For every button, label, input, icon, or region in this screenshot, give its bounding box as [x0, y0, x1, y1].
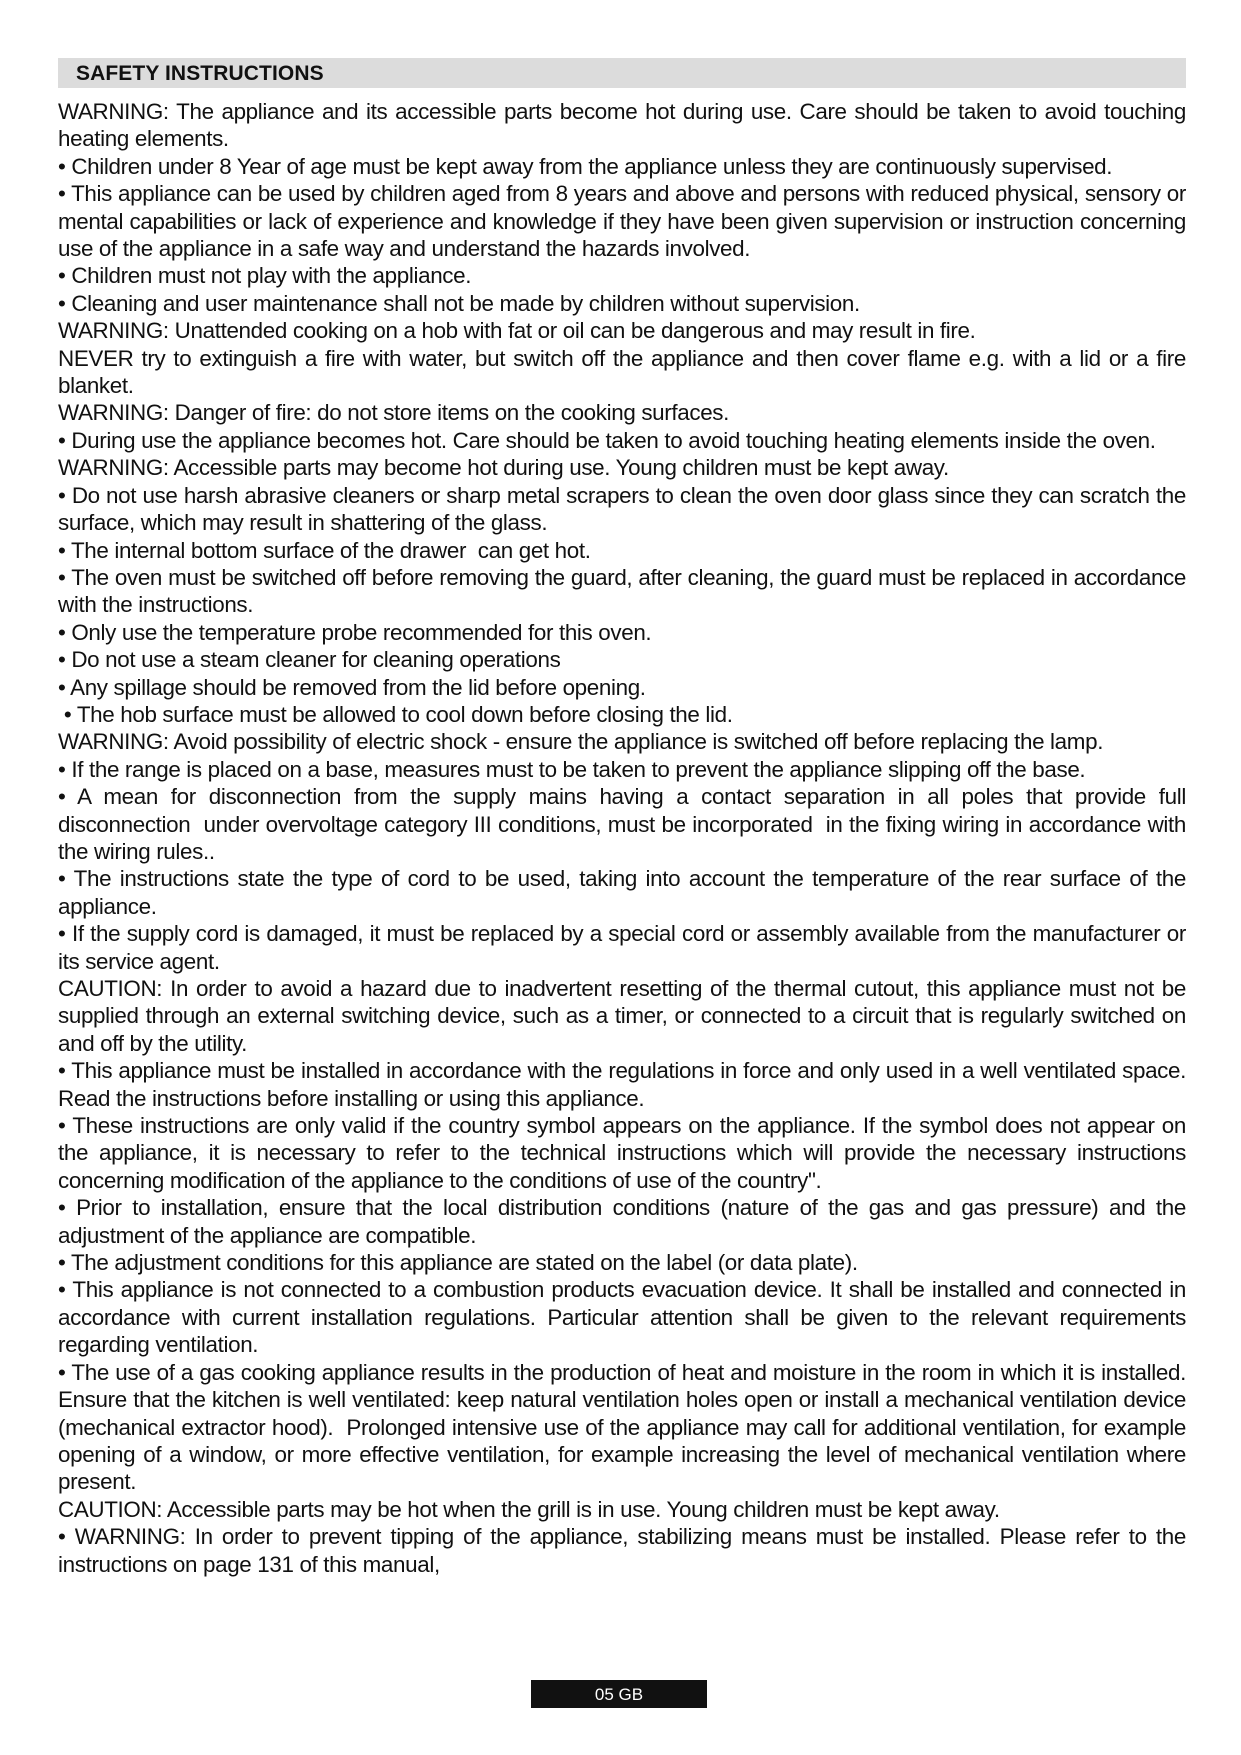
paragraph: • Prior to installation, ensure that the local distribution conditions (nature of the gas and gas pressure) and the adjustment of the appliance are compatible. — [58, 1195, 1192, 1248]
section-title: SAFETY INSTRUCTIONS — [76, 62, 324, 85]
paragraph: • The instructions state the type of cord to be used, taking into account the temperature of the rear surface of the appliance. — [58, 866, 1192, 919]
paragraph: • Children must not play with the appliance. — [58, 263, 472, 289]
paragraph: WARNING: The appliance and its accessible parts become hot during use. Care should be taken to avoid touching heating elements. — [58, 99, 1192, 152]
paragraph: CAUTION: In order to avoid a hazard due to inadvertent resetting of the thermal cutout, this appliance must not be supplied through an external switching device, such as a timer, or connected to a circuit that is regularly switched on and off by the utility. — [58, 976, 1192, 1056]
paragraph: • A mean for disconnection from the supply mains having a contact separation in all poles that provide full disconnection under overvoltage category III conditions, must be incorporated in the fixing wiring in accordance with the wiring rules.. — [58, 784, 1192, 864]
page-number-badge — [531, 1680, 707, 1708]
paragraph: WARNING: Danger of fire: do not store items on the cooking surfaces. — [58, 400, 730, 426]
paragraph: WARNING: Avoid possibility of electric shock - ensure the appliance is switched off before replacing the lamp. — [58, 729, 1104, 755]
page-number: 05 GB — [594, 1685, 644, 1704]
paragraph: • Do not use a steam cleaner for cleaning operations — [58, 647, 561, 673]
paragraph: NEVER try to extinguish a fire with water, but switch off the appliance and then cover flame e.g. with a lid or a fire blanket. — [58, 345, 1192, 399]
paragraph: • Children under 8 Year of age must be kept away from the appliance unless they are continuously supervised. — [58, 153, 1113, 179]
paragraph: • This appliance is not connected to a combustion products evacuation device. It shall be installed and connected in accordance with current installation regulations. Particular attention shall be given to the relevant requirements regarding ventilation. — [58, 1277, 1192, 1358]
paragraph: • This appliance can be used by children aged from 8 years and above and persons with reduced physical, sensory or mental capabilities or lack of experience and knowledge if they have been given supervision or instruction concerning use of the appliance in a safe way and understand the hazards involved. — [58, 181, 1192, 262]
paragraph: • WARNING: In order to prevent tipping of the appliance, stabilizing means must be installed. Please refer to the instructions on page 131 of this manual, — [58, 1524, 1192, 1577]
paragraph: • These instructions are only valid if the country symbol appears on the appliance. If the symbol does not appear on the appliance, it is necessary to refer to the technical instructions which will provide the necessary instructions concerning modification of the appliance to the conditions of use of the country". — [58, 1113, 1192, 1193]
paragraph: WARNING: Accessible parts may become hot during use. Young children must be kept away. — [58, 455, 949, 481]
paragraph: • Cleaning and user maintenance shall not be made by children without supervision. — [58, 290, 860, 316]
paragraph: • This appliance must be installed in accordance with the regulations in force and only used in a well ventilated space. Read the instructions before installing or using this appliance. — [58, 1058, 1192, 1111]
paragraph: • The oven must be switched off before removing the guard, after cleaning, the guard must be replaced in accordance with the instructions. — [58, 564, 1192, 618]
paragraph: • The internal bottom surface of the drawer can get hot. — [58, 537, 591, 563]
paragraph: WARNING: Unattended cooking on a hob with fat or oil can be dangerous and may result in fire. — [58, 318, 976, 344]
paragraph: • The use of a gas cooking appliance results in the production of heat and moisture in the room in which it is installed. Ensure that the kitchen is well ventilated: keep natural ventilation holes open or install a mechanical ventilation device (mechanical extractor hood). Prolonged intensive use of the appliance may call for additional ventilation, for example opening of a window, or more effective ventilation, for example increasing the level of mechanical ventilation where present. — [58, 1359, 1192, 1495]
paragraph: CAUTION: Accessible parts may be hot when the grill is in use. Young children must be kept away. — [58, 1496, 1000, 1522]
paragraph: • If the range is placed on a base, measures must to be taken to prevent the appliance slipping off the base. — [58, 756, 1086, 782]
paragraph: • Do not use harsh abrasive cleaners or sharp metal scrapers to clean the oven door glass since they can scratch the surface, which may result in shattering of the glass. — [58, 482, 1192, 536]
paragraph: • During use the appliance becomes hot. Care should be taken to avoid touching heating elements inside the oven. — [58, 427, 1156, 453]
paragraph: • The hob surface must be allowed to cool down before closing the lid. — [58, 701, 733, 727]
paragraph: • If the supply cord is damaged, it must be replaced by a special cord or assembly available from the manufacturer or its service agent. — [58, 921, 1192, 974]
paragraph: • The adjustment conditions for this appliance are stated on the label (or data plate). — [58, 1250, 858, 1276]
section-header — [58, 58, 1186, 88]
paragraph: • Any spillage should be removed from the lid before opening. — [58, 674, 646, 700]
paragraph: • Only use the temperature probe recommended for this oven. — [58, 619, 652, 645]
safety-text-body — [58, 98, 1192, 1578]
